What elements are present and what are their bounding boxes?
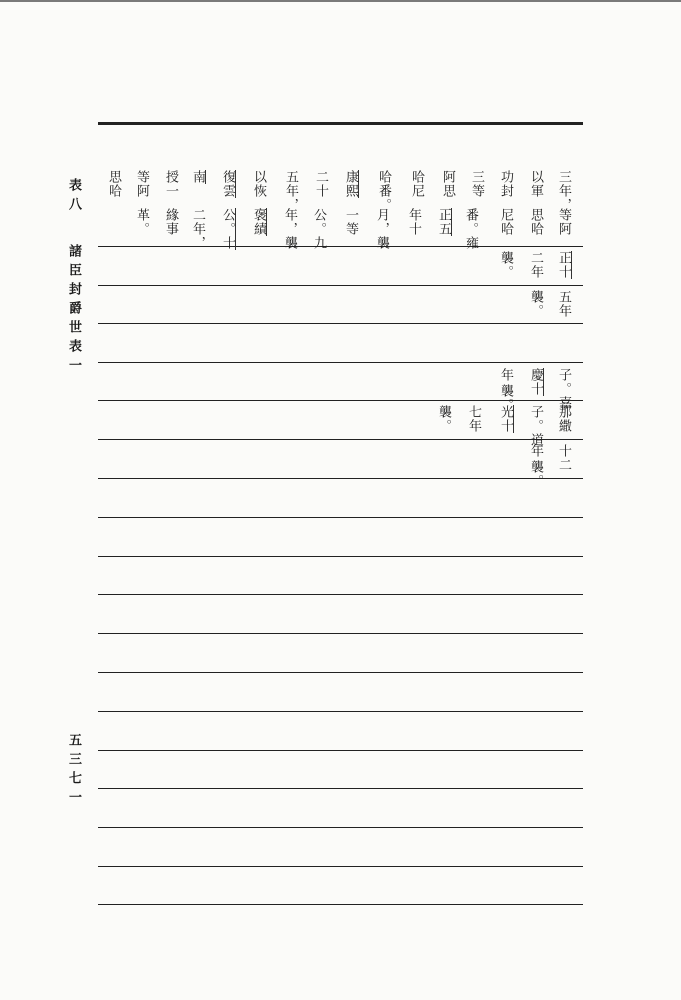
text-column: 襲。 <box>528 290 543 318</box>
text-column: 五年 <box>556 290 571 318</box>
row-divider <box>98 633 583 634</box>
text-column: 襲。 <box>498 251 513 279</box>
text-column: 等阿 <box>134 170 149 198</box>
text-column: 番。雍 <box>463 208 478 250</box>
text-column: 正十 <box>556 251 571 279</box>
table-top-rule <box>98 122 583 125</box>
text-column: 慶十 <box>528 368 543 396</box>
text-column: 月，襲 <box>374 208 389 250</box>
row-divider <box>98 323 583 324</box>
text-column: 十二 <box>556 444 571 472</box>
text-column: 思哈 <box>528 208 543 236</box>
row-divider <box>98 556 583 557</box>
text-column: 光十 <box>498 405 513 433</box>
text-column: 南 <box>190 170 205 184</box>
text-column: 公。十 <box>220 208 235 250</box>
row-divider <box>98 517 583 518</box>
row-divider <box>98 439 583 440</box>
text-column: 年，襲 <box>282 208 297 250</box>
text-column: 那繖 <box>556 405 571 433</box>
table-title: 諸臣封爵世表一 <box>66 244 81 377</box>
text-column: 年十 <box>406 208 421 236</box>
text-column: 等阿 <box>556 208 571 236</box>
text-column: 褒績 <box>251 208 266 236</box>
text-column: 公。九 <box>311 208 326 250</box>
text-column: 七年 <box>466 405 481 433</box>
text-column: 以軍 <box>528 170 543 198</box>
text-column: 襲。 <box>498 384 513 412</box>
text-column: 緣事 <box>163 208 178 236</box>
row-divider <box>98 750 583 751</box>
text-column: 襲。 <box>436 405 451 433</box>
scan-top-border <box>0 0 681 2</box>
row-divider <box>98 672 583 673</box>
row-divider <box>98 478 583 479</box>
text-column: 尼哈 <box>498 208 513 236</box>
table-bottom-rule <box>98 904 583 905</box>
row-divider <box>98 246 583 247</box>
row-divider <box>98 362 583 363</box>
text-column: 襲。 <box>528 460 543 488</box>
text-column: 哈尼 <box>409 170 424 198</box>
text-column: 二年 <box>528 251 543 279</box>
text-column: 以恢 <box>251 170 266 198</box>
row-divider <box>98 594 583 595</box>
row-divider <box>98 788 583 789</box>
text-column: 正五 <box>436 208 451 236</box>
text-column: 三等 <box>469 170 484 198</box>
text-column: 復雲 <box>220 170 235 198</box>
text-column: 革。 <box>134 208 149 236</box>
text-column: 阿思 <box>440 170 455 198</box>
text-column: 子。道 <box>528 405 543 447</box>
row-divider <box>98 866 583 867</box>
text-column: 授一 <box>163 170 178 198</box>
text-column: 年 <box>528 444 543 458</box>
text-column: 一等 <box>343 208 358 236</box>
text-column: 康熙 <box>343 170 358 198</box>
text-column: 三年， <box>556 170 571 212</box>
text-column: 五年， <box>283 170 298 212</box>
row-divider <box>98 711 583 712</box>
row-divider <box>98 285 583 286</box>
text-column: 哈番。 <box>376 170 391 212</box>
text-column: 思哈 <box>106 170 121 198</box>
page-number: 五三七一 <box>66 733 81 809</box>
text-column: 二十 <box>313 170 328 198</box>
text-column: 二年， <box>190 208 205 250</box>
text-column: 子。嘉 <box>556 368 571 410</box>
row-divider <box>98 827 583 828</box>
text-column: 年 <box>498 368 513 382</box>
text-column: 功封 <box>498 170 513 198</box>
section-title: 表八 <box>66 178 81 216</box>
